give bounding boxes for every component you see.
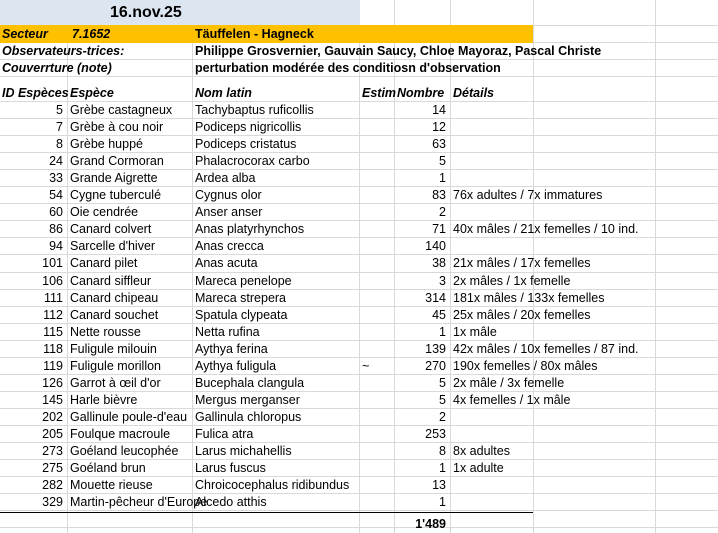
cell-nombre[interactable]: 314 (425, 291, 446, 305)
cell-espece[interactable]: Nette rousse (70, 325, 141, 339)
observers-value[interactable]: Philippe Grosvernier, Gauvain Saucy, Chloe Mayoraz, Pascal Christe (195, 44, 602, 58)
cell-id[interactable]: 282 (42, 478, 63, 492)
cell-latin[interactable]: Anas acuta (195, 256, 258, 270)
date-value: 16.nov.25 (110, 4, 182, 21)
cell-id[interactable]: 7 (56, 120, 63, 134)
cell-espece[interactable]: Canard pilet (70, 256, 138, 270)
cell-estim[interactable]: ~ (362, 359, 370, 373)
cell-nombre[interactable]: 13 (432, 478, 446, 492)
cell-espece[interactable]: Grand Cormoran (70, 154, 164, 168)
cell-estim[interactable] (360, 307, 394, 324)
cell-details[interactable]: 21x mâles / 17x femelles (453, 256, 591, 270)
cell-nombre[interactable]: 253 (425, 427, 446, 441)
cell-latin[interactable]: Mareca penelope (195, 274, 292, 288)
col-header-details[interactable]: Détails (453, 86, 494, 100)
cell-id[interactable]: 86 (49, 222, 63, 236)
cell-estim[interactable] (360, 290, 394, 307)
cell-details[interactable] (451, 238, 718, 255)
cell-details[interactable] (451, 136, 718, 153)
cell-latin[interactable]: Larus michahellis (195, 444, 292, 458)
cell-nombre[interactable]: 5 (439, 393, 446, 407)
cell-espece[interactable]: Grèbe à cou noir (70, 120, 164, 134)
cell-estim[interactable] (360, 204, 394, 221)
cell-id[interactable]: 202 (42, 410, 63, 424)
cell-latin[interactable]: Aythya ferina (195, 342, 268, 356)
cell-id[interactable]: 118 (43, 342, 63, 356)
cell-details[interactable]: 1x mâle (453, 325, 497, 339)
cell-id[interactable]: 106 (42, 274, 63, 288)
cell-details[interactable]: 1x adulte (453, 461, 504, 475)
cell-details[interactable] (451, 153, 718, 170)
cell-details[interactable] (451, 170, 718, 187)
cell-estim[interactable] (360, 102, 394, 119)
cell-details[interactable]: 4x femelles / 1x mâle (453, 393, 571, 407)
cell-details[interactable] (451, 119, 718, 136)
cell-espece[interactable]: Grèbe castagneux (70, 103, 173, 117)
col-header-id[interactable]: ID Espèces (2, 86, 69, 100)
cell-id[interactable]: 8 (56, 137, 63, 151)
cell-id[interactable]: 33 (49, 171, 63, 185)
cell-estim[interactable] (360, 119, 394, 136)
cell-id[interactable]: 101 (42, 256, 63, 270)
cell-details[interactable] (451, 477, 718, 494)
cell-nombre[interactable]: 8 (439, 444, 446, 458)
cell-estim[interactable] (360, 477, 394, 494)
cell-espece[interactable]: Martin-pêcheur d'Europe (70, 495, 208, 509)
cell-estim[interactable] (360, 324, 394, 341)
cell-espece[interactable]: Canard souchet (70, 308, 159, 322)
cell-espece[interactable]: Oie cendrée (70, 205, 139, 219)
total-border (0, 512, 533, 513)
cell-espece[interactable]: Sarcelle d'hiver (70, 239, 156, 253)
cell-nombre[interactable]: 38 (432, 256, 446, 270)
cell-estim[interactable] (360, 494, 394, 511)
cell-latin[interactable]: Cygnus olor (195, 188, 262, 202)
cell-latin[interactable]: Podiceps cristatus (195, 137, 297, 151)
cell-id[interactable]: 275 (42, 461, 63, 475)
cell-estim[interactable] (360, 341, 394, 358)
col-header-espece[interactable]: Espèce (70, 86, 114, 100)
cell-id[interactable]: 5 (56, 103, 63, 117)
cell-details[interactable]: 181x mâles / 133x femelles (453, 291, 605, 305)
cell-latin[interactable]: Fulica atra (195, 427, 254, 441)
cell-espece[interactable]: Grèbe huppé (70, 137, 143, 151)
cell-details[interactable]: 190x femelles / 80x mâles (453, 359, 598, 373)
cell-estim[interactable] (360, 170, 394, 187)
date-cell[interactable] (0, 0, 360, 25)
cell-estim[interactable] (360, 375, 394, 392)
cell-id[interactable]: 111 (43, 291, 63, 305)
cell-latin[interactable]: Spatula clypeata (195, 308, 288, 322)
cell-espece[interactable]: Gallinule poule-d'eau (70, 410, 188, 424)
cell-espece[interactable]: Harle bièvre (70, 393, 138, 407)
cell-id[interactable]: 112 (43, 308, 63, 322)
col-header-estim[interactable]: Estim (362, 86, 397, 100)
cell-espece[interactable]: Foulque macroule (70, 427, 171, 441)
cell-details[interactable]: 40x mâles / 21x femelles / 10 ind. (453, 222, 639, 236)
cell-espece[interactable]: Grande Aigrette (70, 171, 158, 185)
cell-latin[interactable]: Larus fuscus (195, 461, 266, 475)
cell-nombre[interactable]: 45 (432, 308, 446, 322)
cell-id[interactable]: 24 (49, 154, 63, 168)
cell-latin[interactable]: Podiceps nigricollis (195, 120, 302, 134)
cell-id[interactable]: 205 (42, 427, 63, 441)
observers-label[interactable]: Observateurs-trices: (2, 44, 125, 58)
cell-latin[interactable]: Anas crecca (195, 239, 264, 253)
cell-details[interactable]: 8x adultes (453, 444, 510, 458)
cell-id[interactable]: 119 (43, 359, 63, 373)
cell-latin[interactable]: Alcedo atthis (195, 495, 267, 509)
cell-estim[interactable] (360, 409, 394, 426)
cell-estim[interactable] (360, 460, 394, 477)
cell-details[interactable]: 76x adultes / 7x immatures (453, 188, 603, 202)
cell-nombre[interactable]: 14 (432, 103, 446, 117)
cell-nombre[interactable]: 2 (439, 410, 446, 424)
secteur-name[interactable]: Täuffelen - Hagneck (195, 27, 314, 41)
cell-estim[interactable] (360, 273, 394, 290)
cell-latin[interactable]: Tachybaptus ruficollis (195, 103, 314, 117)
cell-latin[interactable]: Ardea alba (195, 171, 256, 185)
cell-id[interactable]: 329 (42, 495, 63, 509)
cell-latin[interactable]: Mareca strepera (195, 291, 287, 305)
cell-estim[interactable] (360, 443, 394, 460)
cell-nombre[interactable]: 270 (425, 359, 446, 373)
cell-id[interactable]: 126 (42, 376, 63, 390)
cell-estim[interactable] (360, 392, 394, 409)
cell-estim[interactable] (360, 221, 394, 238)
cell-nombre[interactable]: 1 (439, 495, 446, 509)
cell-latin[interactable]: Chroicocephalus ridibundus (195, 478, 350, 492)
cell-estim[interactable] (360, 153, 394, 170)
cell-latin[interactable]: Gallinula chloropus (195, 410, 302, 424)
cell-nombre[interactable]: 83 (432, 188, 446, 202)
cell-espece[interactable]: Canard siffleur (70, 274, 152, 288)
cell-nombre[interactable]: 1 (439, 461, 446, 475)
secteur-code[interactable]: 7.1652 (72, 27, 111, 41)
cell-estim[interactable] (360, 255, 394, 272)
cell-nombre[interactable]: 71 (432, 222, 446, 236)
cell-latin[interactable]: Mergus merganser (195, 393, 300, 407)
cell-details[interactable]: 25x mâles / 20x femelles (453, 308, 591, 322)
cell-espece[interactable]: Cygne tuberculé (70, 188, 162, 202)
cell-nombre[interactable]: 5 (439, 376, 446, 390)
cell-nombre[interactable]: 140 (425, 239, 446, 253)
coverage-label[interactable]: Couverrture (note) (2, 61, 112, 75)
cell-details[interactable] (451, 204, 718, 221)
cell-espece[interactable]: Goéland leucophée (70, 444, 179, 458)
cell-espece[interactable]: Fuligule milouin (70, 342, 157, 356)
cell-nombre[interactable]: 12 (432, 120, 446, 134)
cell-details[interactable] (451, 409, 718, 426)
col-header-latin[interactable]: Nom latin (195, 86, 252, 100)
cell-details[interactable]: 42x mâles / 10x femelles / 87 ind. (453, 342, 639, 356)
cell-nombre[interactable]: 3 (439, 274, 446, 288)
gridline (0, 527, 718, 528)
cell-nombre[interactable]: 63 (432, 137, 446, 151)
cell-id[interactable]: 115 (43, 325, 63, 339)
cell-espece[interactable]: Goéland brun (70, 461, 146, 475)
cell-id[interactable]: 145 (42, 393, 63, 407)
cell-details[interactable] (451, 102, 718, 119)
cell-estim[interactable] (360, 426, 394, 443)
cell-id[interactable]: 273 (42, 444, 63, 458)
cell-latin[interactable]: Anser anser (195, 205, 263, 219)
cell-latin[interactable]: Netta rufina (195, 325, 260, 339)
cell-estim[interactable] (360, 238, 394, 255)
cell-latin[interactable]: Bucephala clangula (195, 376, 305, 390)
cell-espece[interactable]: Mouette rieuse (70, 478, 153, 492)
total-value[interactable]: 1'489 (415, 517, 446, 531)
coverage-value[interactable]: perturbation modérée des conditiosn d'observation (195, 61, 501, 75)
cell-details[interactable] (451, 494, 718, 511)
cell-nombre[interactable]: 5 (439, 154, 446, 168)
cell-details[interactable]: 2x mâles / 1x femelle (453, 274, 571, 288)
col-header-nombre[interactable]: Nombre (397, 86, 445, 100)
cell-espece[interactable]: Canard chipeau (70, 291, 159, 305)
cell-id[interactable]: 94 (49, 239, 63, 253)
cell-details[interactable] (451, 426, 718, 443)
cell-nombre[interactable]: 2 (439, 205, 446, 219)
cell-nombre[interactable]: 139 (425, 342, 446, 356)
cell-latin[interactable]: Phalacrocorax carbo (195, 154, 310, 168)
cell-estim[interactable] (360, 136, 394, 153)
cell-estim[interactable] (360, 187, 394, 204)
cell-espece[interactable]: Canard colvert (70, 222, 152, 236)
cell-latin[interactable]: Anas platyrhynchos (195, 222, 305, 236)
cell-latin[interactable]: Aythya fuligula (195, 359, 277, 373)
cell-id[interactable]: 60 (49, 205, 63, 219)
cell-nombre[interactable]: 1 (439, 171, 446, 185)
cell-nombre[interactable]: 1 (439, 325, 446, 339)
cell-espece[interactable]: Garrot à œil d'or (70, 376, 161, 390)
secteur-label[interactable]: Secteur (2, 27, 48, 41)
cell-espece[interactable]: Fuligule morillon (70, 359, 162, 373)
cell-id[interactable]: 54 (49, 188, 63, 202)
cell-details[interactable]: 2x mâle / 3x femelle (453, 376, 565, 390)
